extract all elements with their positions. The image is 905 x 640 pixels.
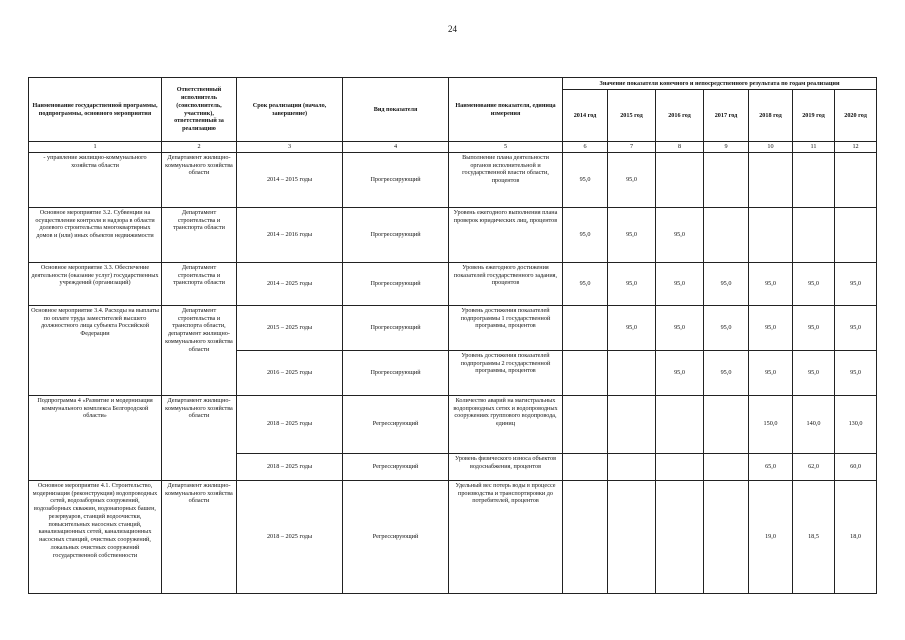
row-indicator: Уровень ежегодного достижения показателей государственного задания, процентов	[449, 262, 563, 305]
row-term: 2016 – 2025 годы	[237, 350, 343, 395]
row-value: 18,0	[835, 480, 877, 593]
row-value	[704, 152, 749, 207]
row-value: 62,0	[793, 453, 835, 480]
row-executor: Департамент строительства и транспорта области, департамент жилищно-коммунального хозяйства области	[162, 305, 237, 395]
header-year: 2015 год	[608, 90, 656, 142]
header-year: 2020 год	[835, 90, 877, 142]
header-year: 2017 год	[704, 90, 749, 142]
indicators-table	[28, 77, 877, 594]
column-number: 3	[237, 142, 343, 153]
row-value	[563, 395, 608, 453]
column-number: 2	[162, 142, 237, 153]
row-value: 95,0	[704, 305, 749, 350]
row-kind: Прогрессирующий	[343, 305, 449, 350]
column-number: 5	[449, 142, 563, 153]
row-name: Основное мероприятие 3.4. Расходы на выплаты по оплате труда заместителей высшего должностного лица субъекта Российской Федерации	[29, 305, 162, 395]
header-name: Наименование государственной программы, подпрограммы, основного мероприятия	[29, 78, 162, 142]
row-executor: Департамент жилищно-коммунального хозяйства области	[162, 480, 237, 593]
row-indicator: Уровень физического износа объектов водоснабжения, процентов	[449, 453, 563, 480]
row-value: 95,0	[656, 262, 704, 305]
row-name: - управление жилищно-коммунального хозяйства области	[29, 152, 162, 207]
row-value	[563, 350, 608, 395]
row-executor: Департамент жилищно-коммунального хозяйства области	[162, 395, 237, 480]
header-executor: Ответственный исполнитель (соисполнитель, участник), ответственный за реализацию	[162, 78, 237, 142]
table-row	[29, 207, 877, 262]
row-term: 2018 – 2025 годы	[237, 453, 343, 480]
row-value: 95,0	[563, 262, 608, 305]
row-value: 95,0	[608, 152, 656, 207]
row-value	[608, 453, 656, 480]
row-value: 95,0	[608, 305, 656, 350]
header-values-group: Значение показателя конечного и непосредственного результата по годам реализации	[563, 78, 877, 90]
row-value: 95,0	[749, 350, 793, 395]
header-year: 2014 год	[563, 90, 608, 142]
row-indicator: Уровень достижения показателей подпрограммы 1 государственной программы, процентов	[449, 305, 563, 350]
column-number: 7	[608, 142, 656, 153]
row-name: Подпрограмма 4 «Развитие и модернизация коммунального комплекса Белгородской области»	[29, 395, 162, 480]
row-value: 95,0	[835, 350, 877, 395]
table-row	[29, 480, 877, 593]
row-value	[656, 480, 704, 593]
header-indicator: Наименование показателя, единица измерения	[449, 78, 563, 142]
row-value: 95,0	[793, 350, 835, 395]
column-number: 1	[29, 142, 162, 153]
row-value	[563, 453, 608, 480]
row-executor: Департамент строительства и транспорта области	[162, 207, 237, 262]
header-term: Срок реализации (начало, завершение)	[237, 78, 343, 142]
row-term: 2015 – 2025 годы	[237, 305, 343, 350]
row-value	[608, 395, 656, 453]
page-number: 24	[448, 24, 457, 34]
row-term: 2014 – 2016 годы	[237, 207, 343, 262]
row-kind: Прогрессирующий	[343, 207, 449, 262]
row-value: 95,0	[608, 262, 656, 305]
column-number: 12	[835, 142, 877, 153]
row-value: 19,0	[749, 480, 793, 593]
row-value: 18,5	[793, 480, 835, 593]
row-value	[656, 152, 704, 207]
row-term: 2014 – 2025 годы	[237, 262, 343, 305]
header-year: 2019 год	[793, 90, 835, 142]
row-value: 95,0	[656, 207, 704, 262]
column-number: 11	[793, 142, 835, 153]
row-value	[704, 453, 749, 480]
row-indicator: Удельный вес потерь воды в процессе производства и транспортировки до потребителей, процентов	[449, 480, 563, 593]
row-value	[704, 480, 749, 593]
row-executor: Департамент строительства и транспорта области	[162, 262, 237, 305]
row-value	[793, 207, 835, 262]
row-value	[704, 395, 749, 453]
column-number: 10	[749, 142, 793, 153]
row-name: Основное мероприятие 3.2. Субвенции на осуществление контроля и надзора в области долевого строительства многоквартирных домов и (или) иных объектов недвижимости	[29, 207, 162, 262]
row-value	[749, 152, 793, 207]
row-value	[608, 350, 656, 395]
row-indicator: Уровень достижения показателей подпрограммы 2 государственной программы, процентов	[449, 350, 563, 395]
row-value	[835, 152, 877, 207]
row-value	[608, 480, 656, 593]
row-value: 130,0	[835, 395, 877, 453]
header-year: 2016 год	[656, 90, 704, 142]
row-value: 140,0	[793, 395, 835, 453]
row-name: Основное мероприятие 4.1. Строительство, модернизация (реконструкция) водопроводных сетей, водозаборных сооружений, водозаборных скважин, водонапорных башен, резервуаров, станций водоочистки, повысительных насосных станций, канализационных сетей, канализационных насосных станций, очистных сооружений, локальных очистных сооружений государственной собственности	[29, 480, 162, 593]
row-value	[563, 305, 608, 350]
row-value: 95,0	[793, 262, 835, 305]
row-value: 95,0	[704, 262, 749, 305]
table-row	[29, 395, 877, 453]
row-value: 150,0	[749, 395, 793, 453]
row-name: Основное мероприятие 3.3. Обеспечение деятельности (оказание услуг) государственных учреждений (организаций)	[29, 262, 162, 305]
row-indicator: Количество аварий на магистральных водопроводных сетях и водопроводных сооружениях группового водопровода, единиц	[449, 395, 563, 453]
row-value: 65,0	[749, 453, 793, 480]
table-row	[29, 305, 877, 350]
row-indicator: Уровень ежегодного выполнения плана проверок юридических лиц, процентов	[449, 207, 563, 262]
table-row	[29, 152, 877, 207]
row-value	[793, 152, 835, 207]
row-value	[656, 453, 704, 480]
row-term: 2018 – 2025 годы	[237, 395, 343, 453]
row-term: 2014 – 2015 годы	[237, 152, 343, 207]
table-row	[29, 262, 877, 305]
row-value: 95,0	[656, 350, 704, 395]
column-number: 9	[704, 142, 749, 153]
row-value: 60,0	[835, 453, 877, 480]
row-value: 95,0	[656, 305, 704, 350]
row-value	[656, 395, 704, 453]
row-value	[749, 207, 793, 262]
row-value: 95,0	[835, 305, 877, 350]
header-year: 2018 год	[749, 90, 793, 142]
row-kind: Регрессирующий	[343, 395, 449, 453]
column-number: 6	[563, 142, 608, 153]
row-value: 95,0	[793, 305, 835, 350]
row-value: 95,0	[704, 350, 749, 395]
row-kind: Прогрессирующий	[343, 152, 449, 207]
header-kind: Вид показателя	[343, 78, 449, 142]
row-kind: Прогрессирующий	[343, 262, 449, 305]
row-value	[563, 480, 608, 593]
row-value: 95,0	[749, 305, 793, 350]
row-kind: Регрессирующий	[343, 453, 449, 480]
row-value	[704, 207, 749, 262]
column-number: 4	[343, 142, 449, 153]
row-value: 95,0	[749, 262, 793, 305]
column-number-row	[29, 142, 877, 153]
row-value: 95,0	[563, 207, 608, 262]
row-value: 95,0	[835, 262, 877, 305]
row-kind: Регрессирующий	[343, 480, 449, 593]
row-value: 95,0	[608, 207, 656, 262]
row-kind: Прогрессирующий	[343, 350, 449, 395]
column-number: 8	[656, 142, 704, 153]
row-indicator: Выполнение плана деятельности органов исполнительной и государственной власти области, процентов	[449, 152, 563, 207]
row-value	[835, 207, 877, 262]
row-executor: Департамент жилищно-коммунального хозяйства области	[162, 152, 237, 207]
header-row	[29, 78, 877, 90]
row-term: 2018 – 2025 годы	[237, 480, 343, 593]
row-value: 95,0	[563, 152, 608, 207]
